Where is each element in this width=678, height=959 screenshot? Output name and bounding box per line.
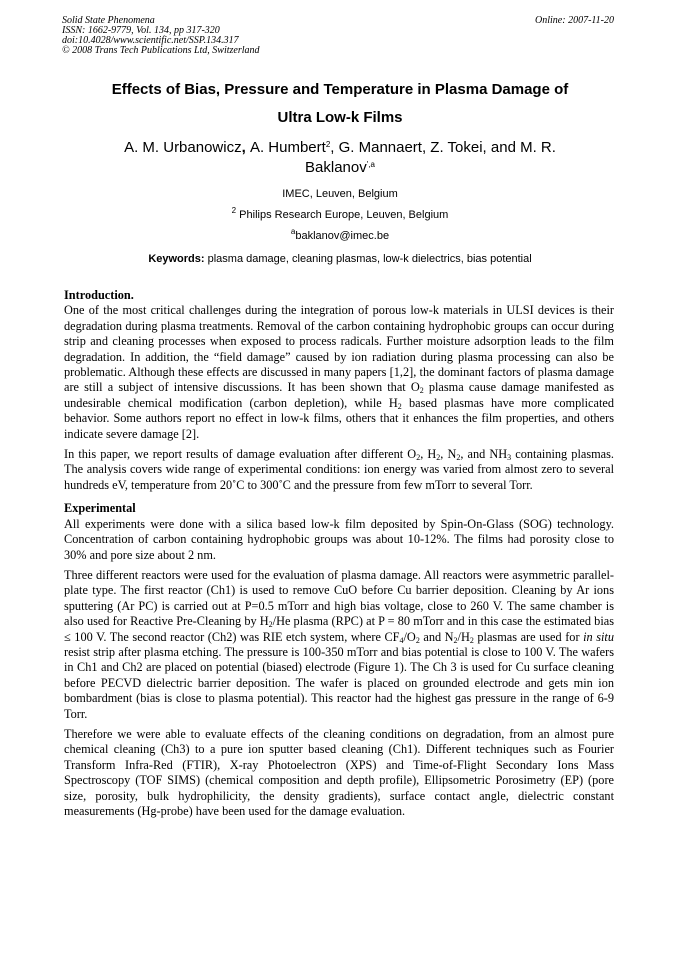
title-line-1: Effects of Bias, Pressure and Temperature in Plasma Damage of — [111, 81, 569, 98]
author-separator: , — [241, 139, 250, 156]
journal-name: Solid State Phenomena — [62, 15, 155, 26]
journal-header — [62, 16, 260, 56]
corresponding-email — [60, 229, 620, 243]
affiliation-philips — [60, 208, 620, 222]
affiliation-philips-sup: 2 — [231, 206, 237, 215]
author-baklanov-sup: ',a — [366, 160, 375, 169]
paper-title — [60, 76, 620, 132]
journal-issn: ISSN: 1662-9779, Vol. 134, pp 317-320 — [62, 25, 220, 36]
experimental-heading: Experimental — [64, 501, 136, 516]
affiliation-imec: IMEC, Leuven, Belgium — [282, 188, 398, 200]
experimental-paragraph-2: Three different reactors were used for the evaluation of plasma damage. All reactors were asymmetric parallel-plate type. The first reactor (Ch1) is used to remove CuO before Cu barrier deposition. Cleaning by Ar ions sputtering (Ar PC) is carried out at P=0.5 mTorr and high bias voltage, close to 260 V. The same chamber is also used for Reactive Pre-Cleaning by $H_2/He$ plasma (RPC) at P = 80 mTorr and in this case the estimated bias ≤ 100 V. The second reactor (Ch2) was RIE etch system, where $CF_4/O_2$ and $N_2/H_2$ plasmas are used for in situ resist strip after plasma etching. The pressure is 100-350 mTorr and bias potential is close to 100 V. The wafers in Ch1 and Ch2 are placed on potential (biased) electrode (Figure 1). The Ch 3 is used for Cu surface cleaning before PECVD dielectric barrier deposition. The wafer is placed on grounded electrode and gets min ion bombardment (bias is close to plasma potential). This reactor had the highest gas pressure in the range of 6-9 Torr. — [64, 567, 614, 721]
affiliation-philips-text: Philips Research Europe, Leuven, Belgium — [236, 209, 449, 221]
keywords-label: Keywords: — [148, 253, 205, 265]
author-humbert: A. Humbert — [249, 139, 326, 156]
experimental-paragraph-3: Therefore we were able to evaluate effects of the cleaning conditions on degradation, from an almost pure chemical cleaning (Ch3) to a pure ion sputter based cleaning (Ch1). Different techniques such as Fourier Transform Infra-Red (FTIR), X-ray Photoelectron (XPS) and Time-of-Flight Secondary Ions Mass Spectroscopy (TOF SIMS) (chemical composition and depth profile), Ellipsometric Porosimetry (EP) (pore size, porosity, bulk hydrophilicity, the density gradients), surface contact angle, dielectric constant measurements (Hg-probe) have been used for the damage evaluation. — [64, 726, 614, 818]
email-text: baklanov@imec.be — [295, 230, 390, 242]
keywords-text: plasma damage, cleaning plasmas, low-k dielectrics, bias potential — [204, 253, 532, 265]
introduction-paragraph-1: One of the most critical challenges during the integration of porous low-k materials in ULSI devices is their degradation during plasma treatments. Removal of the carbon containing hydrophobic groups can occur during strip and cleaning processes when exposed to process radicals. Further moisture adsorption leads to the film degradation. In addition, the “field damage” caused by ion radiation during plasma processing can also be problematic. Although these effects are discussed in many papers [1,2], the dominant factors of plasma damage are still a subject of intensive discussions. It has been shown that $O_2$ plasma cause damage manifested as undesirable chemical modification (carbon depletion), while $H_2$ based plasmas have more complicated behavior. Some authors report no effect in low-k films, others that it enhances the film properties, and others indicate severe damage [2]. — [64, 303, 614, 441]
paper-body — [64, 288, 614, 824]
email-sup: a — [290, 227, 296, 236]
keywords — [60, 252, 620, 266]
author-others: , G. Mannaert, Z. Tokei, and M. R. — [330, 139, 556, 156]
author-list — [60, 138, 620, 178]
experimental-paragraph-1: All experiments were done with a silica based low-k film deposited by Spin-On-Glass (SOG) technology. Concentration of carbon containing hydrophobic groups was about 10-12%. The films had porosity close to 30% and pore size about 2 nm. — [64, 516, 614, 562]
author-urbanowicz: A. M. Urbanowicz — [124, 139, 242, 156]
journal-copyright: © 2008 Trans Tech Publications Ltd, Switzerland — [62, 45, 260, 56]
title-line-2: Ultra Low-k Films — [277, 109, 403, 126]
introduction-heading: Introduction. — [64, 288, 134, 302]
journal-doi: doi:10.4028/www.scientific.net/SSP.134.317 — [62, 35, 239, 46]
online-date: Online: 2007-11-20 — [535, 15, 614, 26]
author-humbert-sup: 2 — [325, 140, 331, 149]
introduction-paragraph-2: In this paper, we report results of damage evaluation after different $O_2$, $H_2$, $N_2$, and $NH_3$ containing plasmas. The analysis covers wide range of experimental conditions: ion energy was varied from almost zero to several hundreds eV, temperature from 20˚C to 300˚C and the pressure from few mTorr to several Torr. — [64, 447, 615, 492]
author-baklanov: Baklanov — [305, 159, 367, 176]
